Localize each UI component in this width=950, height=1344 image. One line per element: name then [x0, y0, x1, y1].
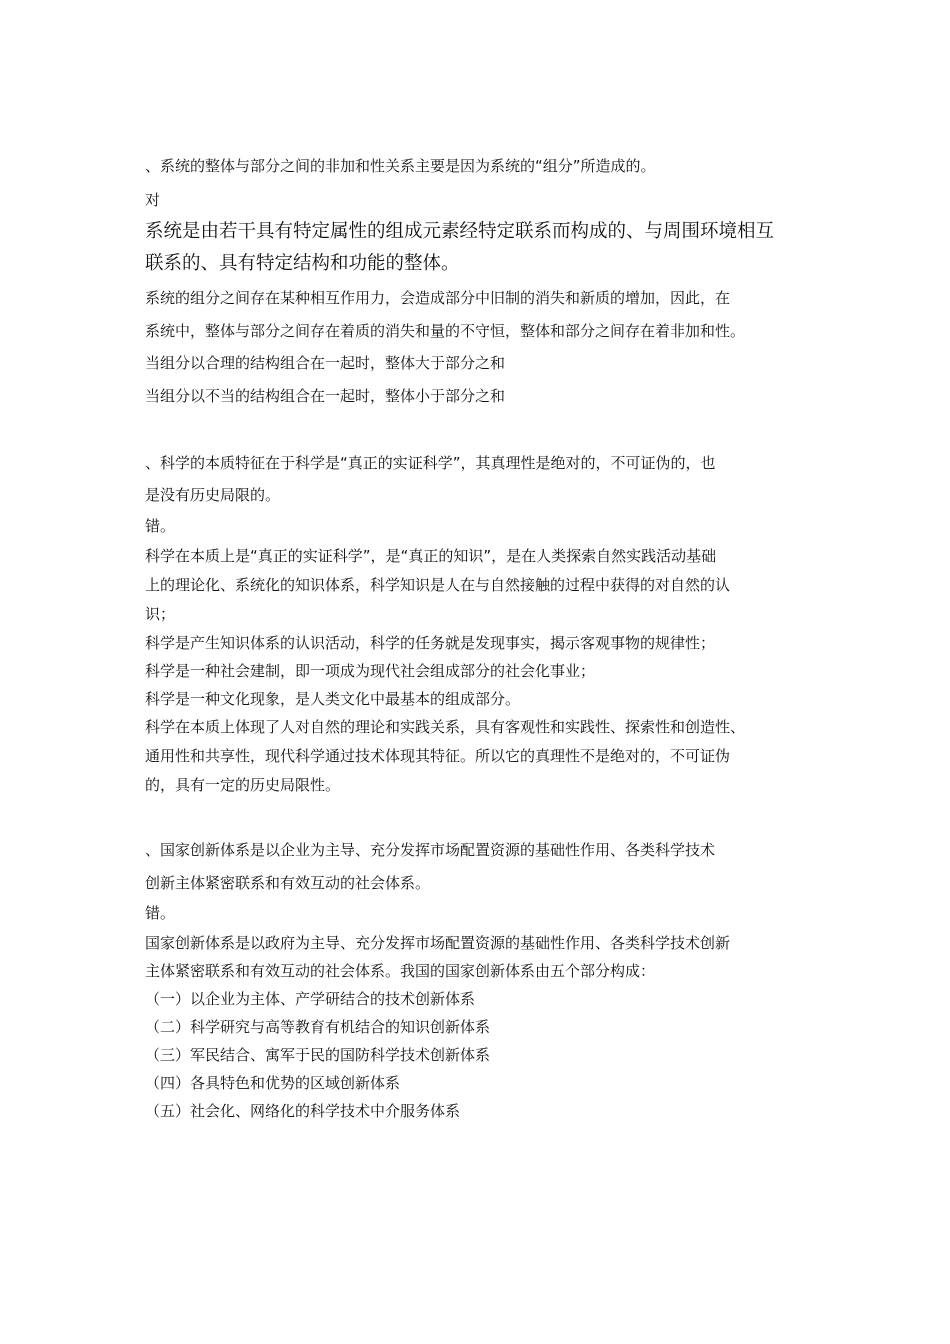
body-3-line-3: （一）以企业为主体、产学研结合的技术创新体系	[145, 990, 476, 1008]
body-2-line-3: 识；	[145, 605, 176, 623]
body-3-line-7: （五）社会化、网络化的科学技术中介服务体系	[145, 1102, 461, 1120]
body-3-line-4: （二）科学研究与高等教育有机结合的知识创新体系	[145, 1018, 491, 1036]
question-3-line-2: 创新主体紧密联系和有效互动的社会体系。	[145, 874, 431, 892]
question-2-line-1: 、科学的本质特征在于科学是“真正的实证科学”，其真理性是绝对的，不可证伪的，也	[145, 454, 716, 472]
body-2-line-7: 科学在本质上体现了人对自然的理论和实践关系，具有客观性和实践性、探索性和创造性、	[145, 718, 746, 736]
body-1-line-2: 系统中，整体与部分之间存在着质的消失和量的不守恒，整体和部分之间存在着非加和性。	[145, 322, 746, 340]
question-3-line-1: 、国家创新体系是以企业为主导、充分发挥市场配置资源的基础性作用、各类科学技术	[145, 841, 716, 859]
question-2-line-2: 是没有历史局限的。	[145, 486, 281, 504]
body-2-line-2: 上的理论化、系统化的知识体系，科学知识是人在与自然接触的过程中获得的对自然的认	[145, 576, 731, 594]
body-2-line-8: 通用性和共享性，现代科学通过技术体现其特征。所以它的真理性不是绝对的，不可证伪	[145, 747, 731, 765]
answer-1: 对	[145, 191, 161, 209]
body-1-line-1: 系统的组分之间存在某种相互作用力，会造成部分中旧制的消失和新质的增加，因此，在	[145, 289, 731, 307]
body-1-line-4: 当组分以不当的结构组合在一起时，整体小于部分之和	[145, 387, 506, 405]
body-3-line-2: 主体紧密联系和有效互动的社会体系。我国的国家创新体系由五个部分构成：	[145, 962, 656, 980]
body-2-line-9: 的，具有一定的历史局限性。	[145, 776, 341, 794]
question-1-line-1: 、系统的整体与部分之间的非加和性关系主要是因为系统的“组分”所造成的。	[145, 157, 656, 175]
definition-1-line-2: 联系的、具有特定结构和功能的整体。	[145, 253, 460, 274]
body-3-line-6: （四）各具特色和优势的区域创新体系	[145, 1074, 401, 1092]
body-1-line-3: 当组分以合理的结构组合在一起时，整体大于部分之和	[145, 354, 506, 372]
body-2-line-5: 科学是一种社会建制，即一项成为现代社会组成部分的社会化事业；	[145, 662, 596, 680]
body-2-line-1: 科学在本质上是“真正的实证科学”，是“真正的知识”，是在人类探索自然实践活动基础	[145, 547, 717, 565]
definition-1-line-1: 系统是由若干具有特定属性的组成元素经特定联系而构成的、与周围环境相互	[145, 221, 775, 242]
body-2-line-4: 科学是产生知识体系的认识活动，科学的任务就是发现事实，揭示客观事物的规律性；	[145, 634, 716, 652]
body-2-line-6: 科学是一种文化现象，是人类文化中最基本的组成部分。	[145, 690, 521, 708]
answer-3: 错。	[145, 904, 176, 922]
body-3-line-1: 国家创新体系是以政府为主导、充分发挥市场配置资源的基础性作用、各类科学技术创新	[145, 934, 731, 952]
body-3-line-5: （三）军民结合、寓军于民的国防科学技术创新体系	[145, 1046, 491, 1064]
answer-2: 错。	[145, 517, 176, 535]
